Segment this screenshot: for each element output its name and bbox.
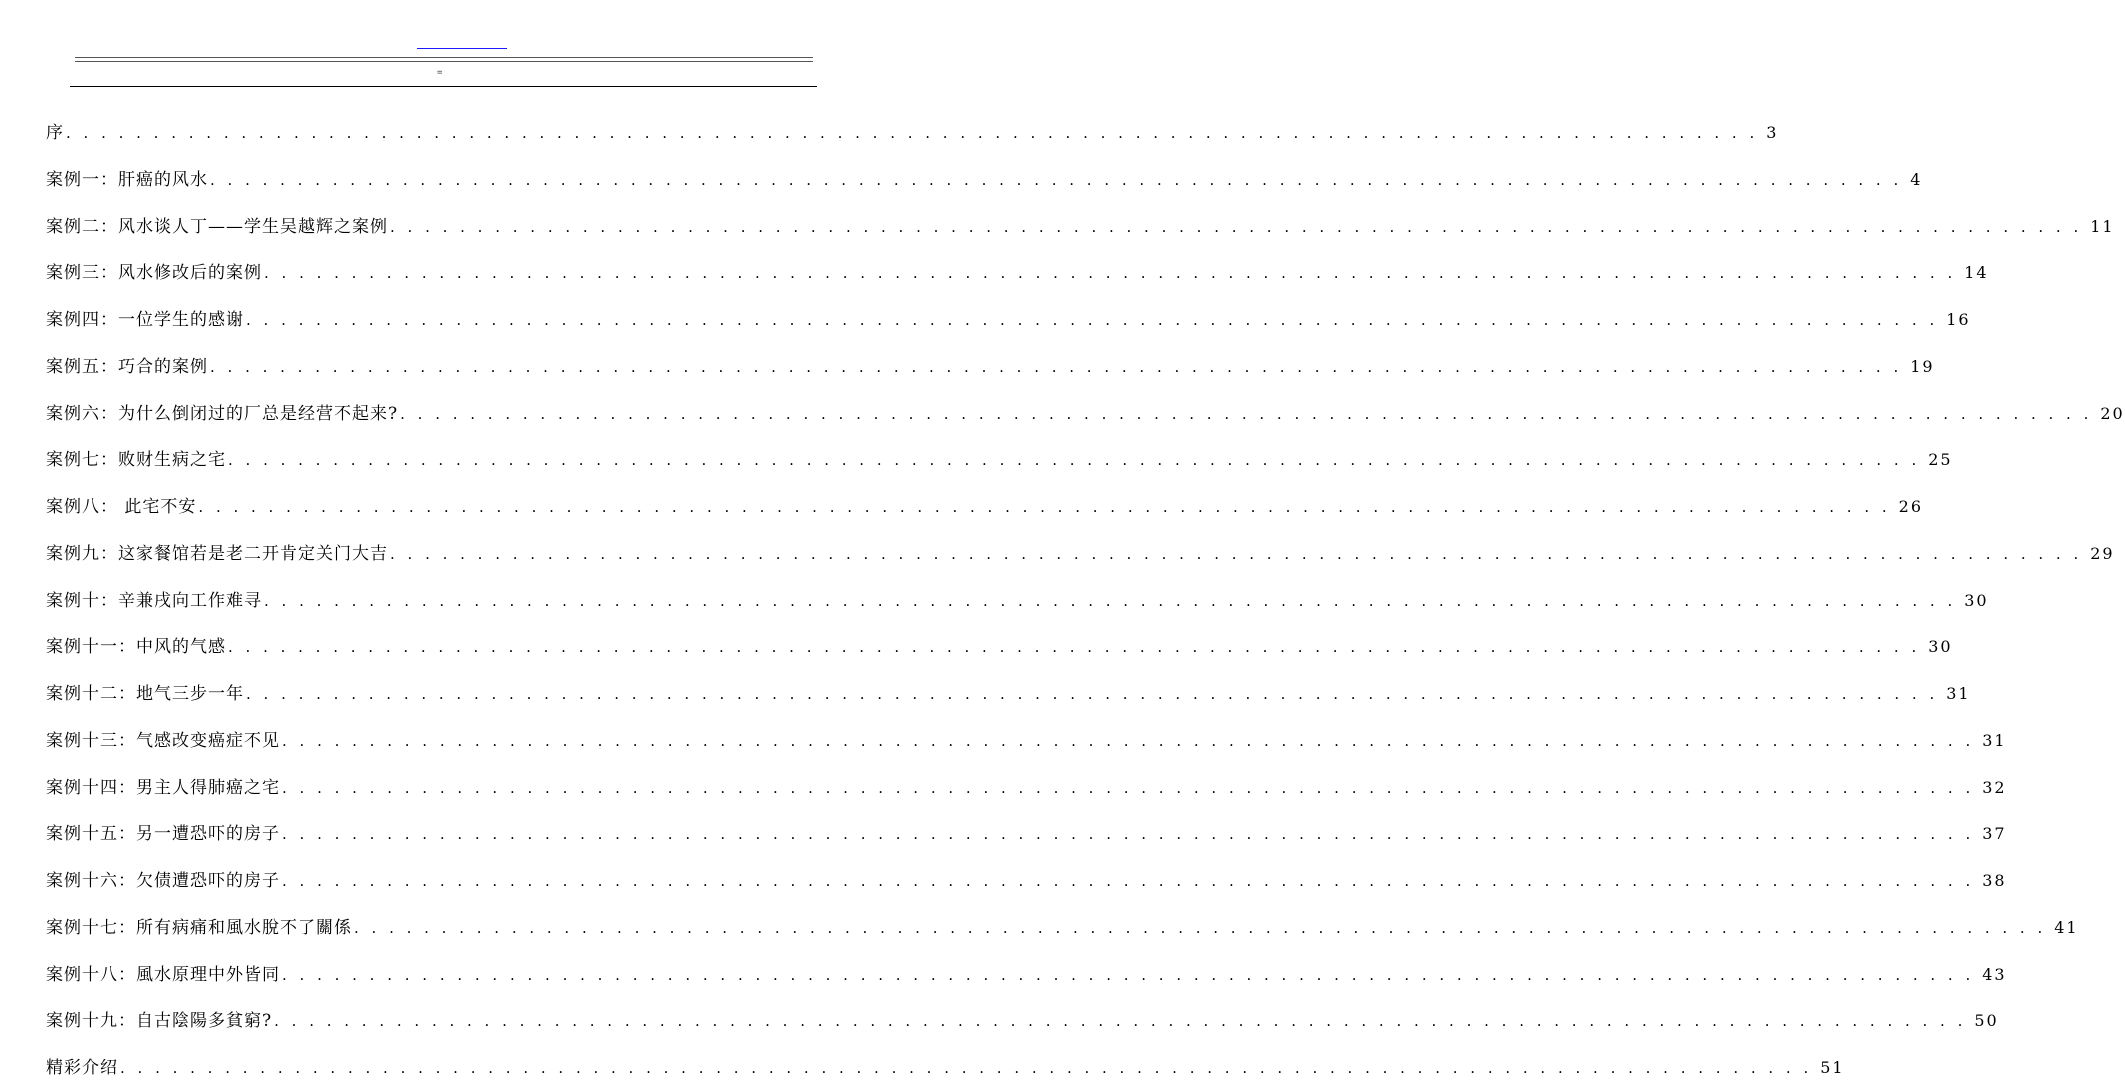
toc-entry[interactable] (46, 868, 2007, 894)
toc-dot-leader: . . . . . . . . . . . . . . . . . . . . . . . . . . . . . . . . . . . . . . . . . . . . . . . . . . . . . . . . . . . . . . . . . . . . . . . . . . . . . . . . . . . . . . . . . . . . . . . . . (210, 357, 1903, 376)
toc-dot-leader: . . . . . . . . . . . . . . . . . . . . . . . . . . . . . . . . . . . . . . . . . . . . . . . . . . . . . . . . . . . . . . . . . . . . . . . . . . . . . . . . . . . . . . . . . . . . . . . . . (282, 825, 1975, 844)
toc-entry[interactable] (46, 634, 1953, 660)
toc-entry[interactable] (46, 1055, 1845, 1081)
toc-entry-title: 案例十二：地气三步一年 (46, 684, 244, 704)
toc-dot-leader: . . . . . . . . . . . . . . . . . . . . . . . . . . . . . . . . . . . . . . . . . . . . . . . . . . . . . . . . . . . . . . . . . . . . . . . . . . . . . . . . . . . . . . . . . . . . . . . . . (228, 451, 1921, 470)
toc-dot-leader: . . . . . . . . . . . . . . . . . . . . . . . . . . . . . . . . . . . . . . . . . . . . . . . . . . . . . . . . . . . . . . . . . . . . . . . . . . . . . . . . . . . . . . . . . . . . . . . . . (246, 311, 1939, 329)
header-double-rule (75, 57, 813, 62)
toc-entry-page-number: 31 (1982, 730, 2007, 750)
header-link-underline[interactable] (417, 48, 507, 49)
toc-entry-page-number: 4 (1910, 169, 1923, 189)
toc-dot-leader: . . . . . . . . . . . . . . . . . . . . . . . . . . . . . . . . . . . . . . . . . . . . . . . . . . . . . . . . . . . . . . . . . . . . . . . . . . . . . . . . . . . . . . . . . . . . . . . . . (228, 638, 1921, 657)
toc-entry[interactable] (46, 821, 2007, 847)
toc-entry-page-number: 38 (1982, 871, 2007, 890)
toc-entry-page-number: 26 (1898, 497, 1924, 516)
toc-dot-leader: . . . . . . . . . . . . . . . . . . . . . . . . . . . . . . . . . . . . . . . . . . . . . . . . . . . . . . . . . . . . . . . . . . . . . . . . . . . . . . . . . . . . . . . . . . . . . . . . . (282, 872, 1975, 890)
toc-entry[interactable] (46, 962, 2007, 988)
toc-entry[interactable] (46, 307, 1971, 333)
toc-entry-title: 案例十四：男主人得肺癌之宅 (46, 777, 280, 798)
toc-entry-title: 案例五：巧合的案例 (46, 356, 208, 377)
toc-entry-title: 案例十七：所有病痛和風水脫不了關係 (46, 917, 352, 938)
toc-entry-page-number: 16 (1946, 310, 1971, 329)
header-divider (70, 86, 817, 87)
toc-entry-title: 案例九：这家餐馆若是老二开肯定关门大吉 (46, 543, 388, 564)
toc-entry-page-number: 25 (1928, 450, 1953, 470)
toc-dot-leader: . . . . . . . . . . . . . . . . . . . . . . . . . . . . . . . . . . . . . . . . . . . . . . . . . . . . . . . . . . . . . . . . . . . . . . . . . . . . . . . . . . . . . . . . . . . . . . . . . (198, 498, 1891, 516)
toc-entry-title: 序 (46, 123, 64, 143)
toc-dot-leader: . . . . . . . . . . . . . . . . . . . . . . . . . . . . . . . . . . . . . . . . . . . . . . . . . . . . . . . . . . . . . . . . . . . . . . . . . . . . . . . . . . . . . . . . . . . . . . . . . (264, 264, 1957, 283)
toc-dot-leader: . . . . . . . . . . . . . . . . . . . . . . . . . . . . . . . . . . . . . . . . . . . . . . . . . . . . . . . . . . . . . . . . . . . . . . . . . . . . . . . . . . . . . . . . . . . . . . . . . (120, 1059, 1813, 1077)
toc-entry[interactable] (46, 354, 1935, 380)
toc-entry[interactable] (46, 120, 1779, 146)
toc-entry-title: 案例十八：風水原理中外皆同 (46, 964, 280, 985)
toc-entry[interactable] (46, 401, 2125, 427)
toc-dot-leader: . . . . . . . . . . . . . . . . . . . . . . . . . . . . . . . . . . . . . . . . . . . . . . . . . . . . . . . . . . . . . . . . . . . . . . . . . . . . . . . . . . . . . . . . . . . . . . . . . (264, 591, 1957, 610)
toc-dot-leader: . . . . . . . . . . . . . . . . . . . . . . . . . . . . . . . . . . . . . . . . . . . . . . . . . . . . . . . . . . . . . . . . . . . . . . . . . . . . . . . . . . . . . . . . . . . . . . . . . (282, 731, 1975, 750)
toc-entry-page-number: 3 (1766, 123, 1779, 142)
toc-entry-page-number: 31 (1946, 684, 1971, 703)
toc-entry-title: 案例三：风水修改后的案例 (46, 263, 262, 284)
toc-dot-leader: . . . . . . . . . . . . . . . . . . . . . . . . . . . . . . . . . . . . . . . . . . . . . . . . . . . . . . . . . . . . . . . . . . . . . . . . . . . . . . . . . . . . . . . . . . . . . . . . . (210, 170, 1903, 189)
toc-entry-page-number: 14 (1964, 263, 1989, 283)
toc-entry-title: 案例八： 此宅不安 (46, 497, 197, 517)
toc-entry-title: 案例十九：自古陰陽多貧窮? (46, 1011, 273, 1032)
toc-dot-leader: . . . . . . . . . . . . . . . . . . . . . . . . . . . . . . . . . . . . . . . . . . . . . . . . . . . . . . . . . . . . . . . . . . . . . . . . . . . . . . . . . . . . . . . . . . . . . . . . . (390, 544, 2083, 563)
toc-entry-title: 案例六：为什么倒闭过的厂总是经营不起来? (46, 403, 399, 424)
toc-entry-title: 案例十一：中风的气感 (46, 637, 226, 658)
toc-entry-title: 案例一：肝癌的风水 (46, 169, 208, 190)
toc-entry-page-number: 20 (2100, 403, 2125, 423)
toc-entry[interactable] (46, 447, 1953, 473)
toc-entry-title: 精彩介绍 (46, 1058, 118, 1078)
toc-entry-page-number: 19 (1910, 356, 1935, 376)
toc-entry-page-number: 43 (1982, 964, 2007, 984)
toc-entry-title: 案例二：风水谈人丁——学生吴越辉之案例 (46, 216, 388, 237)
toc-entry-page-number: 37 (1982, 824, 2007, 844)
toc-entry[interactable] (46, 775, 2007, 801)
toc-entry-title: 案例十六：欠债遭恐吓的房子 (46, 871, 280, 891)
toc-dot-leader: . . . . . . . . . . . . . . . . . . . . . . . . . . . . . . . . . . . . . . . . . . . . . . . . . . . . . . . . . . . . . . . . . . . . . . . . . . . . . . . . . . . . . . . . . . . . . . . . . (282, 965, 1975, 984)
toc-entry-page-number: 30 (1928, 637, 1953, 657)
toc-entry-page-number: 50 (1974, 1011, 1999, 1031)
toc-entry[interactable] (46, 541, 2115, 567)
toc-entry-title: 案例七：败财生病之宅 (46, 450, 226, 471)
toc-entry-page-number: 29 (2090, 543, 2115, 563)
toc-dot-leader: . . . . . . . . . . . . . . . . . . . . . . . . . . . . . . . . . . . . . . . . . . . . . . . . . . . . . . . . . . . . . . . . . . . . . . . . . . . . . . . . . . . . . . . . . . . . . . . . . (282, 778, 1975, 797)
toc-entry[interactable] (46, 260, 1989, 286)
page-header (0, 0, 841, 92)
toc-entry-page-number: 32 (1982, 777, 2007, 797)
toc-entry[interactable] (46, 728, 2007, 754)
toc-entry[interactable] (46, 681, 1971, 707)
toc-dot-leader: . . . . . . . . . . . . . . . . . . . . . . . . . . . . . . . . . . . . . . . . . . . . . . . . . . . . . . . . . . . . . . . . . . . . . . . . . . . . . . . . . . . . . . . . . . . . . . . . . (390, 217, 2083, 236)
toc-entry[interactable] (46, 167, 1923, 193)
toc-dot-leader: . . . . . . . . . . . . . . . . . . . . . . . . . . . . . . . . . . . . . . . . . . . . . . . . . . . . . . . . . . . . . . . . . . . . . . . . . . . . . . . . . . . . . . . . . . . . . . . . . (354, 918, 2047, 937)
toc-entry-page-number: 41 (2054, 917, 2079, 937)
toc-dot-leader: . . . . . . . . . . . . . . . . . . . . . . . . . . . . . . . . . . . . . . . . . . . . . . . . . . . . . . . . . . . . . . . . . . . . . . . . . . . . . . . . . . . . . . . . . . . . . . . . . (400, 404, 2093, 423)
toc-entry-page-number: 11 (2090, 216, 2115, 236)
toc-dot-leader: . . . . . . . . . . . . . . . . . . . . . . . . . . . . . . . . . . . . . . . . . . . . . . . . . . . . . . . . . . . . . . . . . . . . . . . . . . . . . . . . . . . . . . . . . . . . . . . . . (246, 685, 1939, 703)
toc-entry[interactable] (46, 588, 1989, 614)
toc-entry-page-number: 51 (1820, 1058, 1845, 1077)
toc-entry[interactable] (46, 1008, 1999, 1034)
toc-entry-title: 案例十五：另一遭恐吓的房子 (46, 824, 280, 845)
toc-dot-leader: . . . . . . . . . . . . . . . . . . . . . . . . . . . . . . . . . . . . . . . . . . . . . . . . . . . . . . . . . . . . . . . . . . . . . . . . . . . . . . . . . . . . . . . . . . . . . . . . . (66, 124, 1759, 142)
toc-entry[interactable] (46, 214, 2115, 240)
toc-entry-title: 案例十三：气感改变癌症不见 (46, 730, 280, 751)
toc-entry-title: 案例四：一位学生的感谢 (46, 310, 244, 330)
toc-entry-title: 案例十：辛兼戌向工作难寻 (46, 590, 262, 611)
header-equals-mark: = (437, 68, 443, 78)
toc-entry[interactable] (46, 494, 1924, 520)
toc-entry[interactable] (46, 915, 2079, 941)
toc-dot-leader: . . . . . . . . . . . . . . . . . . . . . . . . . . . . . . . . . . . . . . . . . . . . . . . . . . . . . . . . . . . . . . . . . . . . . . . . . . . . . . . . . . . . . . . . . . . . . . . . . (274, 1012, 1967, 1031)
toc-entry-page-number: 30 (1964, 590, 1989, 610)
